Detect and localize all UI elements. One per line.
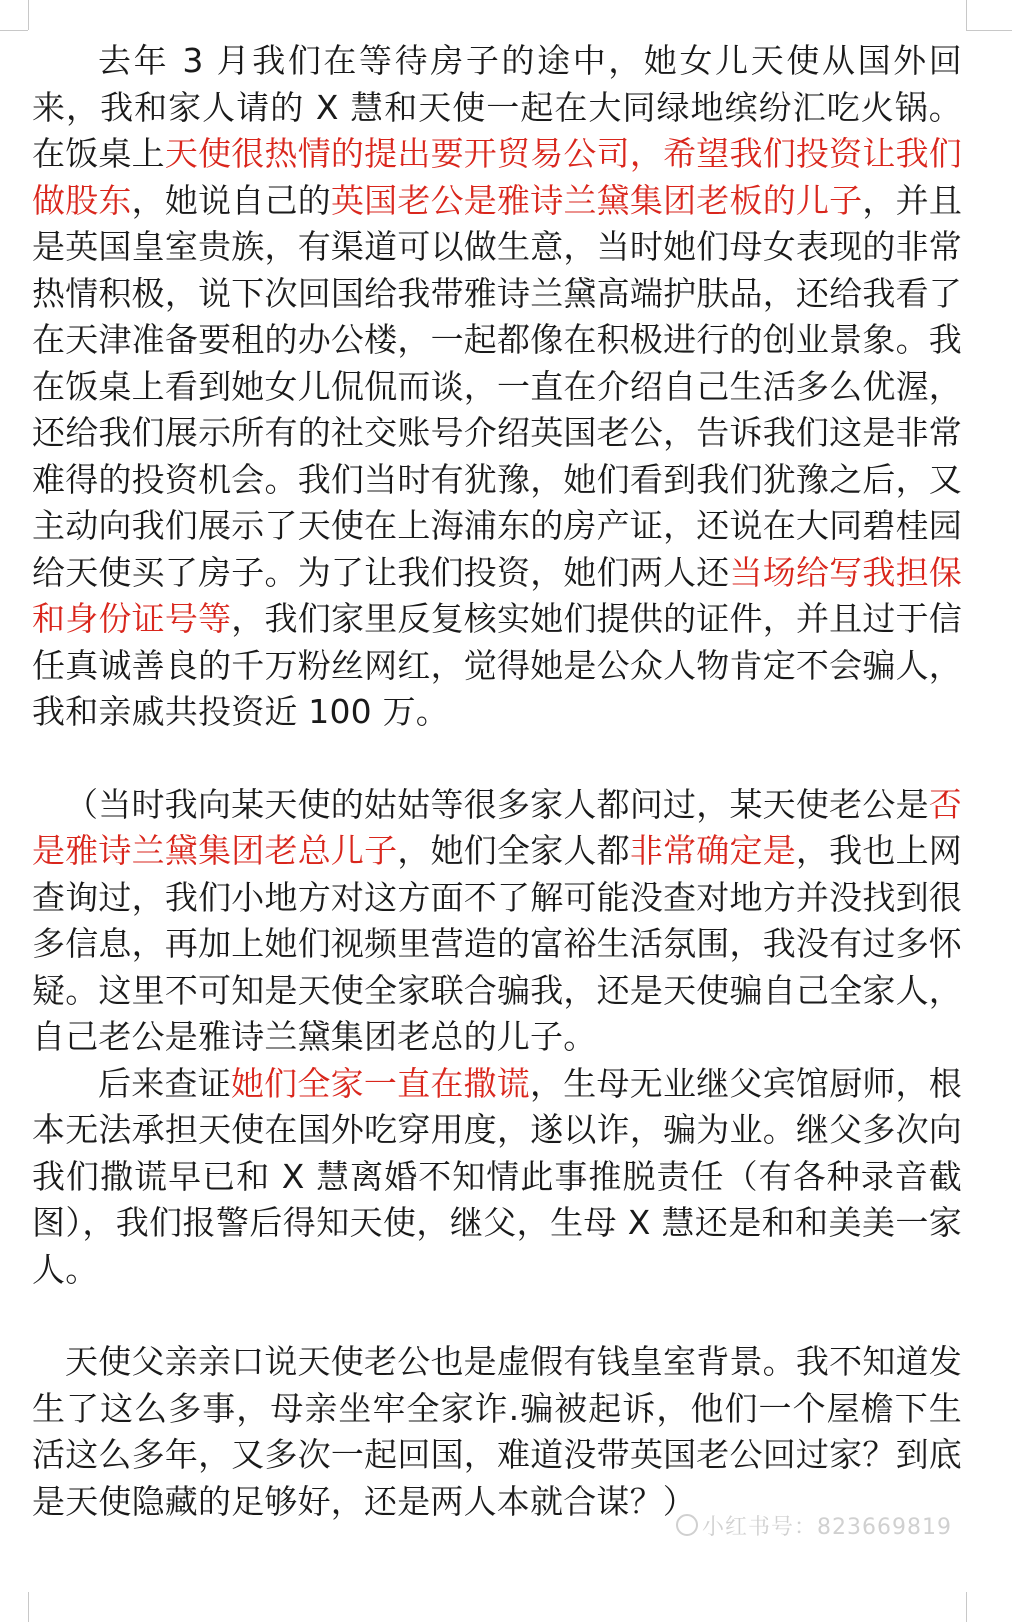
- body-text: 去年 3 月我们在等待房子的途中，她女儿天使从国外回来，我和家人请的 X 慧和天使一起在大同绿地缤纷汇吃火锅。在饭桌上: [32, 41, 962, 173]
- body-text: ，我也上网查询过，我们小地方对这方面不了解可能没查对地方并没找到很多信息，再加上她们视频里营造的富裕生活氛围，我没有过多怀疑。这里不可知是天使全家联合骗我，还是天使骗自己全家人，自己老公是雅诗兰黛集团老总的儿子。: [32, 831, 963, 1056]
- document-body: [32, 38, 962, 1525]
- body-text: ，她们全家人都: [397, 831, 630, 870]
- body-text: ，她说自己的: [131, 180, 331, 220]
- highlighted-text: 天使很热情的提出要开贸易公司，希望我们投资让我们做股东: [32, 134, 962, 220]
- crop-mark: [966, 1592, 967, 1622]
- body-text: ，并且是英国皇室贵族，有渠道可以做生意，当时她们母女表现的非常热情积极，说下次回国给我带雅诗兰黛高端护肤品，还给我看了在天津准备要租的办公楼，一起都像在积极进行的创业景象。我在饭桌上看到她女儿侃侃而谈，一直在介绍自己生活多么优渥，还给我们展示所有的社交账号介绍英国老公，告诉我们这是非常难得的投资机会。我们当时有犹豫，她们看到我们犹豫之后，又主动向我们展示了天使在上海浦东的房产证，还说在大同碧桂园给天使买了房子。为了让我们投资，她们两人还: [32, 180, 963, 592]
- paragraph: [32, 38, 962, 736]
- crop-mark: [966, 0, 967, 30]
- body-text: （当时我向某天使的姑姑等很多家人都问过，某天使老公是: [65, 784, 929, 824]
- highlighted-text: 英国老公是雅诗兰黛集团老板的儿子: [330, 180, 863, 220]
- paragraph: [32, 1339, 962, 1525]
- watermark: [676, 1510, 952, 1541]
- highlighted-text: 她们全家一直在撒谎: [230, 1063, 531, 1103]
- highlighted-text: 非常确定是: [629, 831, 796, 870]
- paragraph: [32, 1061, 962, 1294]
- body-text: ，生母无业继父宾馆厨师，根本无法承担天使在国外吃穿用度，遂以诈，骗为业。继父多次向我们撒谎早已和 X 慧离婚不知情此事推脱责任（有各种录音截图），我们报警后得知天使，继父，生母 X 慧还是和和美美一家人。: [32, 1063, 962, 1289]
- paragraph: [32, 782, 962, 1061]
- highlighted-text: 当场给写我担保和身份证号等: [32, 552, 963, 638]
- watermark-logo-icon: [676, 1514, 698, 1536]
- paragraph-gap: [32, 1293, 962, 1339]
- body-text: 后来查证: [98, 1063, 231, 1103]
- crop-mark: [966, 30, 1012, 31]
- crop-mark: [28, 0, 29, 30]
- watermark-text: 小红书号：823669819: [702, 1515, 952, 1540]
- crop-mark: [0, 30, 28, 31]
- crop-mark: [28, 1592, 29, 1622]
- highlighted-text: 否是雅诗兰黛集团老总儿子: [32, 784, 962, 870]
- body-text: ，我们家里反复核实她们提供的证件，并且过于信任真诚善良的千万粉丝网红，觉得她是公众人物肯定不会骗人，我和亲戚共投资近 100 万。: [32, 599, 963, 731]
- body-text: 天使父亲亲口说天使老公也是虚假有钱皇室背景。我不知道发生了这么多事，母亲坐牢全家诈.骗被起诉，他们一个屋檐下生活这么多年，又多次一起回国，难道没带英国老公回过家？到底是天使隐藏的足够好，还是两人本就合谋？）: [32, 1342, 962, 1521]
- paragraph-gap: [32, 736, 962, 782]
